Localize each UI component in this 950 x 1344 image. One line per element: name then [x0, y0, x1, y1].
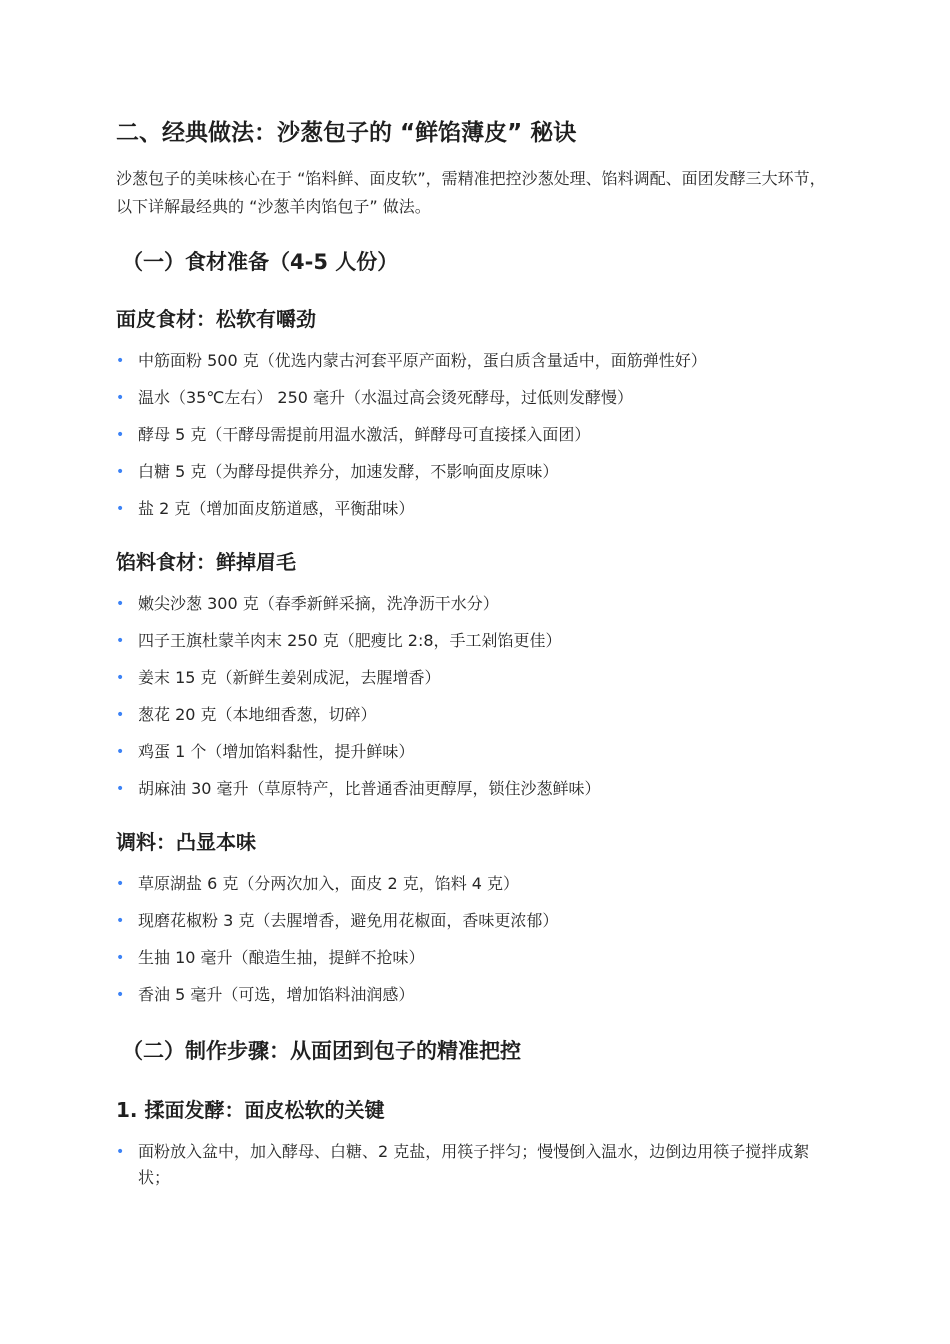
bullet-icon: • — [116, 876, 125, 892]
intro-paragraph: 沙葱包子的美味核心在于 “馅料鲜、面皮软”，需精准把控沙葱处理、馅料调配、面团发酵三大环节，以下详解最经典的 “沙葱羊肉馅包子” 做法。 — [116, 169, 826, 216]
section-title: 二、经典做法：沙葱包子的 “鲜馅薄皮” 秘诀 — [116, 120, 577, 146]
list-item: • 胡麻油 30 毫升（草原特产，比普通香油更醇厚，锁住沙葱鲜味） — [116, 776, 830, 813]
list-item: • 生抽 10 毫升（酿造生抽，提鲜不抢味） — [116, 945, 830, 982]
bullet-icon: • — [116, 464, 125, 480]
list-item: • 中筋面粉 500 克（优选内蒙古河套平原产面粉，蛋白质含量适中，面筋弹性好） — [116, 348, 830, 385]
bullet-icon: • — [116, 596, 125, 612]
bullet-icon: • — [116, 353, 125, 369]
bullet-icon: • — [116, 913, 125, 929]
dough-list — [116, 348, 830, 533]
ingredients-heading: （一）食材准备（4-5 人份） — [122, 250, 399, 274]
bullet-icon: • — [116, 501, 125, 517]
bullet-icon: • — [116, 390, 125, 406]
list-item: • 姜末 15 克（新鲜生姜剁成泥，去腥增香） — [116, 665, 830, 702]
list-item: • 香油 5 毫升（可选，增加馅料油润感） — [116, 982, 830, 1019]
filling-heading: 馅料食材：鲜掉眉毛 — [116, 550, 296, 574]
dough-heading: 面皮食材：松软有嚼劲 — [116, 307, 316, 331]
bullet-icon: • — [116, 427, 125, 443]
bullet-icon: • — [116, 707, 125, 723]
bullet-icon: • — [116, 670, 125, 686]
list-item: • 盐 2 克（增加面皮筋道感，平衡甜味） — [116, 496, 830, 533]
seasoning-list — [116, 871, 830, 1019]
bullet-icon: • — [116, 950, 125, 966]
step1-list — [116, 1139, 830, 1191]
steps-heading: （二）制作步骤：从面团到包子的精准把控 — [122, 1039, 521, 1063]
bullet-icon: • — [116, 1144, 125, 1160]
list-item: • 白糖 5 克（为酵母提供养分，加速发酵，不影响面皮原味） — [116, 459, 830, 496]
filling-list — [116, 591, 830, 813]
list-item: • 葱花 20 克（本地细香葱，切碎） — [116, 702, 830, 739]
seasoning-heading: 调料：凸显本味 — [116, 830, 256, 854]
bullet-icon: • — [116, 781, 125, 797]
list-item: • 温水（35℃左右） 250 毫升（水温过高会烫死酵母，过低则发酵慢） — [116, 385, 830, 422]
list-item: • 现磨花椒粉 3 克（去腥增香，避免用花椒面，香味更浓郁） — [116, 908, 830, 945]
list-item: • 鸡蛋 1 个（增加馅料黏性，提升鲜味） — [116, 739, 830, 776]
list-item: • 嫩尖沙葱 300 克（春季新鲜采摘，洗净沥干水分） — [116, 591, 830, 628]
list-item: • 酵母 5 克（干酵母需提前用温水激活，鲜酵母可直接揉入面团） — [116, 422, 830, 459]
list-item: • 四子王旗杜蒙羊肉末 250 克（肥瘦比 2:8，手工剁馅更佳） — [116, 628, 830, 665]
step1-heading: 1. 揉面发酵：面皮松软的关键 — [116, 1098, 385, 1122]
bullet-icon: • — [116, 633, 125, 649]
bullet-icon: • — [116, 987, 125, 1003]
list-item: • 草原湖盐 6 克（分两次加入，面皮 2 克，馅料 4 克） — [116, 871, 830, 908]
list-item: • 面粉放入盆中，加入酵母、白糖、2 克盐，用筷子拌匀；慢慢倒入温水，边倒边用筷子搅拌成絮状； — [116, 1139, 830, 1191]
bullet-icon: • — [116, 744, 125, 760]
